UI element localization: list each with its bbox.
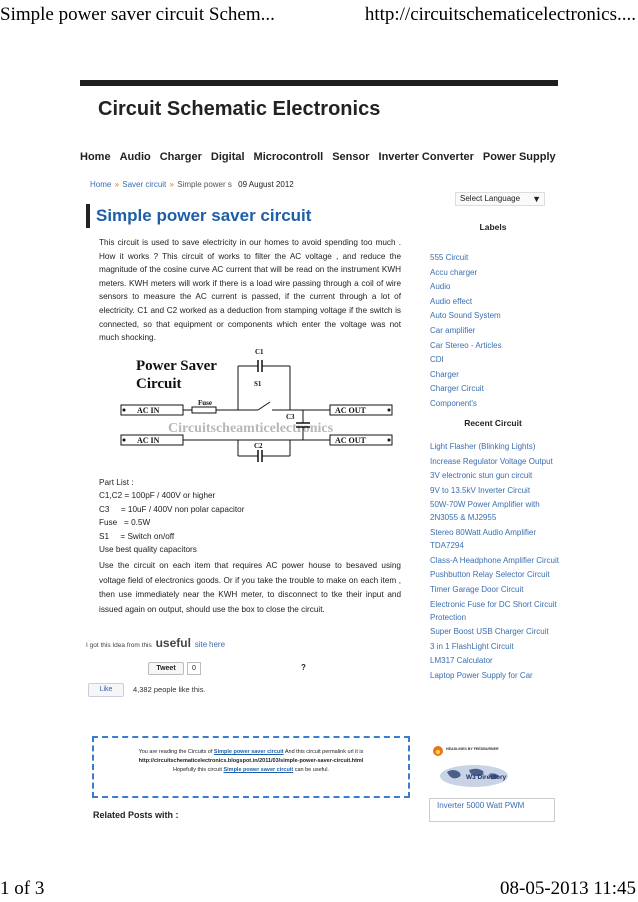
switch-s1-label: S1 [254,380,262,388]
nav-item-inverter-converter[interactable]: Inverter Converter [378,151,474,163]
w3-directory-badge[interactable] [433,762,515,792]
label-link[interactable]: Auto Sound System [430,311,501,321]
recent-link[interactable]: 9V to 13.5kV Inverter Circuit [430,485,531,495]
recent-link[interactable]: Pushbutton Relay Selector Circuit [430,570,550,580]
recent-link[interactable]: Laptop Power Supply for Car [430,671,533,680]
nav-item-home[interactable]: Home [80,151,111,163]
label-link[interactable]: Car amplifier [430,325,476,335]
permalink-url[interactable]: http://circuitschematicelectronics.blogspot.in/2011/03/simple-power-saver-circuit.html [138,758,364,764]
nav-item-charger[interactable]: Charger [159,151,202,163]
label-link[interactable]: Car Stereo - Articles [430,340,502,350]
breadcrumb [90,180,294,189]
inverter-link[interactable]: Inverter 5000 Watt PWM [437,801,525,810]
idea-useful: useful [155,636,191,650]
capacitor-c3-label: C3 [286,413,295,421]
label-link[interactable]: Audio effect [430,296,473,306]
recent-link[interactable]: Timer Garage Door Circuit [430,584,524,594]
w3-directory-text: W3 Directory [466,774,507,781]
recent-link[interactable]: Electronic Fuse for DC Short Circuit Protection [430,599,557,622]
breadcrumb-separator: » [114,180,120,189]
post-outro: Use the circuit on each item that requires AC power house to besaved using voltage field of electronics goods. Or if you take the trouble to make on each item , then use immediately near the KWH meter, to disconnect to tke their input and issued again on output, should use the box to close the circuit. [99,561,401,614]
schematic-watermark: Circuitscheamticelectronics [168,421,334,436]
post-intro: This circuit is used to save electricity in our homes to avoid spending too much . How it works ? This circuit of works to filter the AC voltage , and reduce the magnitude of the cosine curve AC current that will be read on the instrument KWH meters. KWH meters will work if there is a load wire passing through a coil of wire sensors to measure the AC current is passed, if the current through a lot of electricity. C1 and C2 worked as a deduction from stamping voltage if the switch is connected, so that equipment or components which enter the voltage was not much shocking. [99,238,401,343]
ac-out-bottom-label: AC OUT [335,436,366,445]
ac-in-bottom-label: AC IN [137,436,160,445]
print-page-url: http://circuitschematicelectronics.... [364,4,636,25]
recent-link[interactable]: Stereo 80Watt Audio Amplifier TDA7294 [430,528,536,551]
part-list-line: Use best quality capacitors [99,545,197,555]
permalink-line1-prefix: You are reading the Circuits of [138,749,213,755]
language-select[interactable] [455,192,545,206]
permalink-line3-suffix: can be useful. [294,767,329,773]
fuse-label: Fuse [198,399,212,407]
like-button[interactable]: Like [88,683,124,697]
part-list-line: C1,C2 = 100pF / 400V or higher [99,491,216,501]
recent-heading: Recent Circuit [464,418,522,428]
part-list [99,476,399,556]
permalink-line3-prefix: Hopefully this circuit [173,767,222,773]
label-link[interactable]: Component's [430,398,477,408]
schematic-title-2: Circuit [136,376,182,392]
schematic-title-1: Power Saver [136,358,217,374]
permalink-post-link[interactable]: Simple power saver circuit [213,749,284,755]
nav-item-sensor[interactable]: Sensor [332,151,370,163]
print-header [0,4,638,30]
site-top-bar [80,80,558,86]
recent-link[interactable]: Light Flasher (Blinking Lights) [430,442,536,451]
fuse-symbol [192,407,216,413]
nav-item-microcontroll[interactable]: Microcontroll [253,151,324,163]
label-link[interactable]: Audio [430,282,451,292]
ac-out-top-label: AC OUT [335,406,366,415]
feedburner-badge[interactable] [432,744,499,758]
idea-prefix: I got this Idea from this [86,642,152,649]
breadcrumb-home[interactable]: Home [90,180,112,189]
breadcrumb-separator: » [169,180,174,189]
label-link[interactable]: Charger [430,369,459,379]
labels-list [430,251,556,411]
print-datetime: 08-05-2013 11:45 [500,878,636,899]
recent-list [430,440,560,684]
print-page-title: Simple power saver circuit Schem... [0,4,275,25]
post-title[interactable]: Simple power saver circuit [86,204,311,228]
nav-item-digital[interactable]: Digital [210,151,245,163]
permalink-box [92,736,410,798]
idea-link[interactable]: here [209,640,226,649]
switch-s1 [258,402,270,410]
tweet-button[interactable]: Tweet [148,662,184,675]
recent-link[interactable]: Class-A Headphone Amplifier Circuit [430,555,559,565]
labels-heading: Labels [479,222,507,232]
capacitor-c2-label: C2 [254,442,263,450]
recent-link[interactable]: Super Boost USB Charger Circuit [430,627,549,637]
label-link[interactable]: Accu charger [430,267,478,277]
recent-link[interactable]: 3 in 1 FlashLight Circuit [430,641,514,651]
capacitor-c1-label: C1 [255,348,264,356]
part-list-line: Fuse = 0.5W [99,518,151,528]
unknown-widget: ? [301,663,306,672]
breadcrumb-category[interactable]: Saver circuit [122,180,167,189]
like-count: 4,382 people like this. [133,685,206,694]
feedburner-text: HEADLINES BY FEEDBURNER [446,747,499,751]
main-nav [80,151,558,167]
idea-site: site [194,640,208,649]
part-list-line: C3 = 10uF / 400V non polar capacitor [99,504,245,514]
print-footer [0,878,638,900]
part-list-line: S1 = Switch on/off [99,531,175,541]
ac-in-top-label: AC IN [137,406,160,415]
post-date: 09 August 2012 [238,180,294,189]
circuit-schematic [118,344,408,466]
recent-link[interactable]: 50W-70W Power Amplifier with 2N3055 & MJ2955 [430,500,540,523]
recent-link[interactable]: Increase Regulator Voltage Output [430,456,553,466]
language-select-label: Select Language [460,194,521,203]
part-list-line: Part List : [99,478,134,487]
idea-source [86,636,225,650]
recent-link[interactable]: 3V electronic stun gun circuit [430,471,533,481]
label-link[interactable]: CDI [430,355,444,365]
tweet-count: 0 [187,662,201,675]
site-title[interactable]: Circuit Schematic Electronics [98,98,381,120]
label-link[interactable]: 555 Circuit [430,253,469,262]
dropdown-arrow-icon: ▼ [532,194,541,204]
related-posts-title: Related Posts with : [93,810,179,820]
nav-item-audio[interactable]: Audio [119,151,151,163]
nav-item-power-supply[interactable]: Power Supply [482,151,556,163]
inverter-link-box[interactable] [429,798,555,822]
page-number: 1 of 3 [0,878,45,899]
permalink-line1-suffix: And this circuit permalink url it is [284,749,364,755]
recent-link[interactable]: LM317 Calculator [430,656,493,666]
label-link[interactable]: Charger Circuit [430,384,484,394]
breadcrumb-current: Simple power s [177,180,232,189]
permalink-post-link-2[interactable]: Simple power saver circuit [223,767,294,773]
